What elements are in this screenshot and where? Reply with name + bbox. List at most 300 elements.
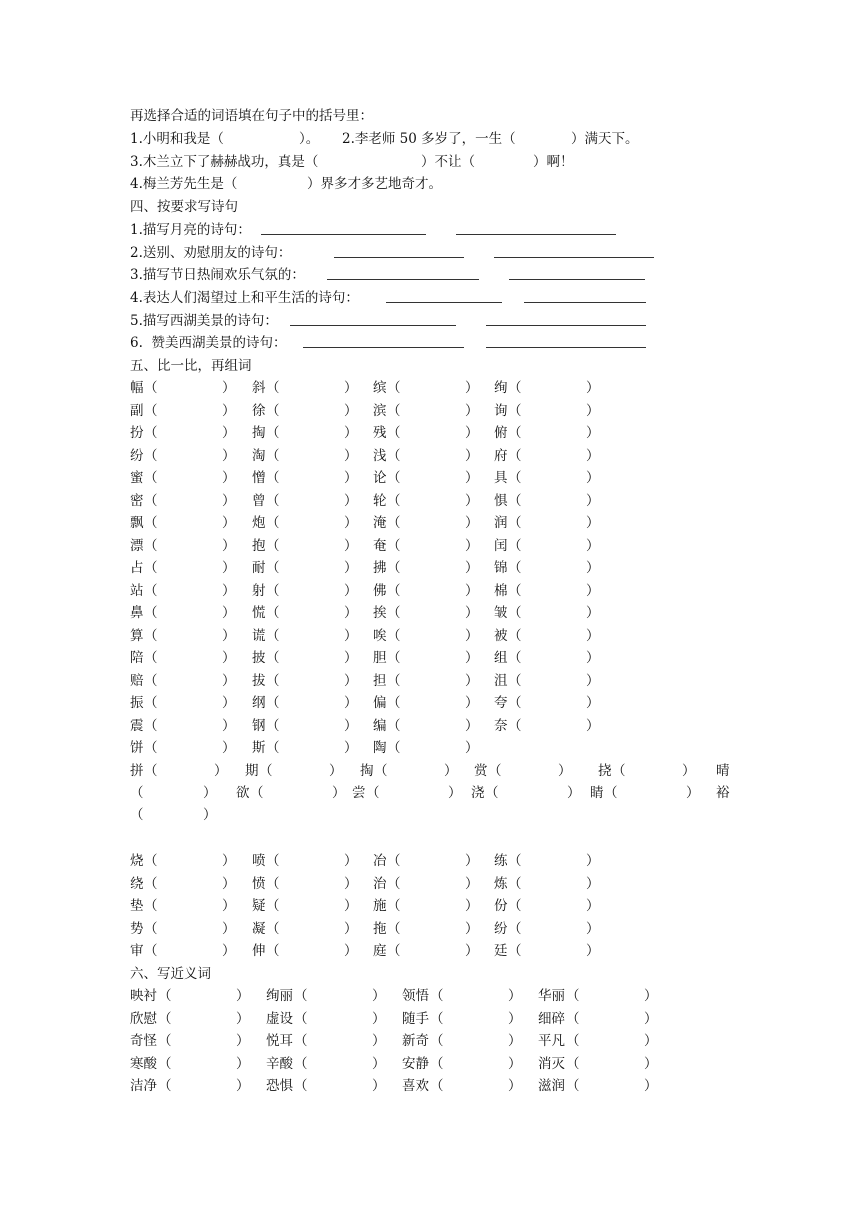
word-entry[interactable] bbox=[494, 896, 600, 916]
word-entry[interactable] bbox=[130, 693, 236, 713]
close-paren: ） bbox=[465, 920, 479, 937]
word-character: 询 bbox=[494, 402, 508, 419]
word-character: 扮 bbox=[130, 425, 144, 441]
answer-line[interactable] bbox=[486, 333, 646, 348]
word-entry[interactable] bbox=[130, 423, 236, 443]
synonym-entry[interactable] bbox=[538, 986, 658, 1006]
open-paren: （ bbox=[508, 717, 522, 734]
word-entry[interactable] bbox=[252, 581, 358, 601]
word-entry[interactable] bbox=[373, 513, 479, 533]
word-character: 轮 bbox=[373, 492, 387, 509]
word-character: 闰 bbox=[494, 537, 508, 554]
close-paren: ） bbox=[344, 425, 358, 441]
close-paren: ） bbox=[222, 943, 236, 959]
word-entry[interactable] bbox=[252, 941, 358, 961]
close-paren: ） bbox=[465, 672, 479, 689]
close-paren: ） bbox=[586, 447, 600, 464]
synonym-entry[interactable] bbox=[130, 1054, 250, 1074]
synonym-entry[interactable] bbox=[402, 1031, 522, 1051]
word-character: 挠 bbox=[598, 763, 612, 779]
word-entry[interactable] bbox=[373, 851, 479, 871]
section5-title: 五、比一比，再组词 bbox=[130, 358, 252, 374]
close-paren: ） bbox=[644, 988, 658, 1004]
word-character: 伸 bbox=[252, 943, 266, 959]
word-entry[interactable] bbox=[494, 671, 600, 691]
word-character: 廷 bbox=[494, 943, 508, 959]
q2-start: 2.李老师 50 多岁了，一生（ bbox=[342, 131, 516, 147]
open-paren: （ bbox=[266, 582, 280, 599]
synonym-entry[interactable] bbox=[266, 1031, 386, 1051]
word-entry[interactable] bbox=[373, 468, 479, 488]
open-paren: （ bbox=[508, 627, 522, 644]
word-entry[interactable] bbox=[494, 423, 600, 443]
word-character: 辛酸 bbox=[266, 1055, 293, 1072]
section4-title: 四、按要求写诗句 bbox=[130, 199, 238, 215]
word-character: 钢 bbox=[252, 717, 266, 734]
close-paren: ） bbox=[222, 695, 236, 711]
word-entry[interactable] bbox=[373, 716, 479, 736]
open-paren: （ bbox=[430, 1033, 444, 1049]
word-entry[interactable] bbox=[236, 783, 346, 803]
synonym-entry[interactable] bbox=[130, 1076, 250, 1096]
word-entry[interactable] bbox=[130, 401, 236, 421]
open-paren: （ bbox=[430, 1078, 444, 1094]
synonym-entry[interactable] bbox=[538, 1031, 658, 1051]
open-paren: （ bbox=[144, 515, 158, 531]
synonym-entry[interactable] bbox=[266, 986, 386, 1006]
word-entry[interactable] bbox=[494, 941, 600, 961]
open-paren: （ bbox=[266, 920, 280, 937]
word-character: 凝 bbox=[252, 920, 266, 937]
word-character: 恐惧 bbox=[266, 1078, 293, 1094]
word-entry[interactable] bbox=[252, 513, 358, 533]
word-entry[interactable] bbox=[252, 671, 358, 691]
synonym-entry[interactable] bbox=[130, 986, 250, 1006]
word-character: 炼 bbox=[494, 875, 508, 892]
answer-line[interactable] bbox=[509, 265, 645, 280]
word-character: 平凡 bbox=[538, 1033, 565, 1049]
word-entry[interactable] bbox=[494, 446, 600, 466]
word-entry[interactable] bbox=[494, 874, 600, 894]
word-character: 浅 bbox=[373, 447, 387, 464]
word-entry[interactable] bbox=[471, 783, 581, 803]
close-paren: ） bbox=[222, 470, 236, 486]
word-character: 射 bbox=[252, 582, 266, 599]
close-paren: ） bbox=[332, 785, 346, 801]
word-entry[interactable] bbox=[373, 581, 479, 601]
open-paren: （ bbox=[144, 582, 158, 599]
word-character: 饼 bbox=[130, 740, 144, 756]
word-entry[interactable] bbox=[130, 761, 228, 781]
close-paren: ） bbox=[644, 1055, 658, 1072]
word-entry[interactable] bbox=[373, 446, 479, 466]
open-paren: （ bbox=[612, 763, 626, 779]
close-paren: ） bbox=[465, 492, 479, 509]
close-paren: ） bbox=[644, 1078, 658, 1094]
q4-end: ）界多才多艺地奇才。 bbox=[307, 176, 442, 192]
word-entry[interactable] bbox=[373, 874, 479, 894]
close-paren: ） bbox=[686, 785, 700, 801]
word-entry[interactable] bbox=[130, 581, 236, 601]
close-paren: ） bbox=[344, 447, 358, 464]
q3-end: ）啊！ bbox=[533, 154, 574, 170]
word-entry[interactable] bbox=[252, 716, 358, 736]
close-paren: ） bbox=[222, 447, 236, 464]
close-paren: ） bbox=[222, 853, 236, 869]
word-entry[interactable] bbox=[352, 783, 462, 803]
word-character: 烧 bbox=[130, 853, 144, 869]
close-paren: ） bbox=[222, 582, 236, 599]
close-paren: ） bbox=[465, 402, 479, 419]
open-paren: （ bbox=[158, 1078, 172, 1094]
close-paren: ） bbox=[465, 537, 479, 554]
word-character: 庭 bbox=[373, 943, 387, 959]
close-paren: ） bbox=[586, 605, 600, 621]
word-character: 幅 bbox=[130, 380, 144, 396]
word-entry[interactable] bbox=[252, 491, 358, 511]
word-entry[interactable] bbox=[373, 693, 479, 713]
open-paren: （ bbox=[604, 785, 618, 801]
close-paren: ） bbox=[222, 672, 236, 689]
word-entry[interactable] bbox=[130, 874, 236, 894]
word-character: 斯 bbox=[252, 740, 266, 756]
word-entry[interactable] bbox=[373, 626, 479, 646]
word-character: 消灭 bbox=[538, 1055, 565, 1072]
word-entry[interactable] bbox=[494, 919, 600, 939]
word-entry[interactable] bbox=[373, 536, 479, 556]
close-paren: ） bbox=[222, 920, 236, 937]
synonym-entry[interactable] bbox=[266, 1009, 386, 1029]
word-entry[interactable] bbox=[494, 401, 600, 421]
open-paren: （ bbox=[144, 740, 158, 756]
open-paren: （ bbox=[430, 1055, 444, 1072]
synonym-entry[interactable] bbox=[538, 1054, 658, 1074]
open-paren: （ bbox=[508, 470, 522, 486]
synonym-entry[interactable] bbox=[402, 1009, 522, 1029]
open-paren: （ bbox=[508, 695, 522, 711]
answer-line[interactable] bbox=[261, 220, 426, 235]
word-entry[interactable] bbox=[373, 671, 479, 691]
answer-line[interactable] bbox=[303, 333, 464, 348]
open-paren: （ bbox=[508, 920, 522, 937]
synonym-entry[interactable] bbox=[130, 1031, 250, 1051]
word-entry[interactable] bbox=[373, 941, 479, 961]
word-character: 绚 bbox=[494, 380, 508, 396]
close-paren: ） bbox=[465, 650, 479, 666]
word-entry[interactable] bbox=[130, 446, 236, 466]
close-paren: ） bbox=[586, 560, 600, 576]
open-paren: （ bbox=[294, 988, 308, 1004]
close-paren: ） bbox=[586, 898, 600, 914]
word-character: 愤 bbox=[252, 875, 266, 892]
open-paren: （ bbox=[266, 943, 280, 959]
word-entry[interactable] bbox=[494, 581, 600, 601]
word-entry[interactable] bbox=[252, 626, 358, 646]
word-entry[interactable] bbox=[130, 513, 236, 533]
word-entry[interactable] bbox=[373, 896, 479, 916]
word-character: 领悟 bbox=[402, 988, 429, 1004]
close-paren: ） bbox=[222, 425, 236, 441]
word-entry[interactable] bbox=[252, 423, 358, 443]
word-entry[interactable] bbox=[494, 513, 600, 533]
q1-start: 1.小明和我是（ bbox=[130, 131, 224, 147]
open-paren: （ bbox=[387, 898, 401, 914]
open-paren: （ bbox=[266, 650, 280, 666]
word-character: 慌 bbox=[252, 605, 266, 621]
word-entry[interactable] bbox=[130, 378, 236, 398]
word-entry[interactable] bbox=[494, 536, 600, 556]
open-paren: （ bbox=[387, 582, 401, 599]
word-entry[interactable] bbox=[494, 626, 600, 646]
word-entry[interactable] bbox=[130, 738, 236, 758]
open-paren: （ bbox=[387, 492, 401, 509]
word-character: 漂 bbox=[130, 537, 144, 554]
open-paren: （ bbox=[266, 402, 280, 419]
word-entry[interactable] bbox=[245, 761, 343, 781]
word-character: 审 bbox=[130, 943, 144, 959]
open-paren: （ bbox=[294, 1055, 308, 1072]
answer-line[interactable] bbox=[327, 265, 479, 280]
answer-line[interactable] bbox=[456, 220, 616, 235]
answer-line[interactable] bbox=[290, 311, 456, 326]
open-paren: （ bbox=[387, 380, 401, 396]
answer-line[interactable] bbox=[524, 288, 646, 303]
open-paren: （ bbox=[144, 470, 158, 486]
open-paren: （ bbox=[294, 1078, 308, 1094]
word-entry[interactable] bbox=[373, 738, 479, 758]
word-entry[interactable] bbox=[373, 491, 479, 511]
open-paren: （ bbox=[387, 650, 401, 666]
word-entry[interactable] bbox=[130, 468, 236, 488]
word-entry[interactable] bbox=[474, 761, 572, 781]
word-character: 奄 bbox=[373, 537, 387, 554]
word-entry[interactable] bbox=[130, 941, 236, 961]
open-paren: （ bbox=[144, 627, 158, 644]
close-paren: ） bbox=[508, 1033, 522, 1049]
word-entry[interactable] bbox=[130, 536, 236, 556]
word-character: 偏 bbox=[373, 695, 387, 711]
word-character: 炮 bbox=[252, 515, 266, 531]
word-character: 尝 bbox=[352, 785, 366, 801]
open-paren: （ bbox=[266, 695, 280, 711]
open-paren: （ bbox=[144, 672, 158, 689]
open-paren: （ bbox=[508, 672, 522, 689]
open-paren: （ bbox=[508, 605, 522, 621]
close-paren: ） bbox=[344, 515, 358, 531]
word-character: 挨 bbox=[373, 605, 387, 621]
close-paren: ） bbox=[344, 492, 358, 509]
close-paren: ） bbox=[236, 1033, 250, 1049]
q3-start: 3.木兰立下了赫赫战功，真是（ bbox=[130, 154, 319, 170]
close-paren: ） bbox=[344, 695, 358, 711]
open-paren: （ bbox=[266, 740, 280, 756]
word-entry[interactable] bbox=[130, 851, 236, 871]
word-entry[interactable] bbox=[130, 648, 236, 668]
word-entry[interactable] bbox=[252, 693, 358, 713]
close-paren: ） bbox=[329, 763, 343, 779]
word-entry[interactable] bbox=[130, 603, 236, 623]
open-paren: （ bbox=[566, 988, 580, 1004]
synonym-entry[interactable] bbox=[402, 1054, 522, 1074]
word-entry[interactable] bbox=[130, 716, 236, 736]
open-paren: （ bbox=[387, 943, 401, 959]
close-paren: ） bbox=[508, 1010, 522, 1027]
answer-line[interactable] bbox=[386, 288, 502, 303]
close-paren: ） bbox=[372, 1055, 386, 1072]
word-character: 斜 bbox=[252, 380, 266, 396]
open-paren: （ bbox=[508, 380, 522, 396]
answer-line[interactable] bbox=[334, 243, 464, 258]
word-character: 练 bbox=[494, 853, 508, 869]
answer-line[interactable] bbox=[494, 243, 654, 258]
word-character: 耐 bbox=[252, 560, 266, 576]
word-entry[interactable] bbox=[252, 378, 358, 398]
word-character: 陪 bbox=[130, 650, 144, 666]
open-paren: （ bbox=[158, 1010, 172, 1027]
word-character: 震 bbox=[130, 717, 144, 734]
open-paren: （ bbox=[144, 853, 158, 869]
open-paren: （ bbox=[266, 627, 280, 644]
word-entry[interactable] bbox=[494, 378, 600, 398]
word-entry[interactable] bbox=[373, 378, 479, 398]
word-character: 算 bbox=[130, 627, 144, 644]
word-entry[interactable] bbox=[494, 558, 600, 578]
word-entry[interactable] bbox=[360, 761, 458, 781]
synonym-entry[interactable] bbox=[538, 1009, 658, 1029]
synonym-entry[interactable] bbox=[130, 1009, 250, 1029]
close-paren: ） bbox=[586, 470, 600, 486]
word-entry[interactable] bbox=[252, 919, 358, 939]
open-paren: （ bbox=[266, 492, 280, 509]
word-character: 淹 bbox=[373, 515, 387, 531]
word-character: 唉 bbox=[373, 627, 387, 644]
word-character: 站 bbox=[130, 582, 144, 599]
word-entry[interactable] bbox=[373, 558, 479, 578]
synonym-entry[interactable] bbox=[402, 1076, 522, 1096]
poem-prompt: 5.描写西湖美景的诗句： bbox=[130, 313, 278, 329]
open-paren: （ bbox=[387, 470, 401, 486]
word-entry[interactable] bbox=[252, 896, 358, 916]
word-entry[interactable] bbox=[252, 874, 358, 894]
synonym-entry[interactable] bbox=[266, 1076, 386, 1096]
close-paren: ） bbox=[372, 1010, 386, 1027]
word-entry[interactable] bbox=[252, 851, 358, 871]
word-entry[interactable] bbox=[252, 446, 358, 466]
word-entry[interactable] bbox=[494, 648, 600, 668]
synonym-entry[interactable] bbox=[538, 1076, 658, 1096]
word-entry[interactable] bbox=[130, 671, 236, 691]
word-entry[interactable] bbox=[598, 761, 696, 781]
close-paren: ） bbox=[586, 380, 600, 396]
answer-line[interactable] bbox=[486, 311, 646, 326]
word-entry[interactable] bbox=[373, 603, 479, 623]
word-entry[interactable] bbox=[252, 558, 358, 578]
word-character: 纷 bbox=[130, 447, 144, 464]
word-entry[interactable] bbox=[373, 401, 479, 421]
close-paren: ） bbox=[465, 425, 479, 441]
word-character: 喷 bbox=[252, 853, 266, 869]
open-paren: （ bbox=[294, 1033, 308, 1049]
open-paren: （ bbox=[566, 1078, 580, 1094]
word-entry[interactable] bbox=[252, 603, 358, 623]
word-entry[interactable] bbox=[373, 423, 479, 443]
open-paren: （ bbox=[144, 650, 158, 666]
word-entry[interactable] bbox=[252, 738, 358, 758]
close-paren: ） bbox=[222, 898, 236, 914]
word-entry[interactable] bbox=[494, 851, 600, 871]
close-paren: ） bbox=[682, 763, 696, 779]
synonym-entry[interactable] bbox=[402, 986, 522, 1006]
close-paren: ） bbox=[465, 447, 479, 464]
word-character: 疑 bbox=[252, 898, 266, 914]
close-paren: ） bbox=[465, 605, 479, 621]
open-paren: （ bbox=[387, 447, 401, 464]
word-entry[interactable] bbox=[373, 648, 479, 668]
word-character: 滨 bbox=[373, 402, 387, 419]
open-paren: （ bbox=[266, 672, 280, 689]
close-paren: ） bbox=[222, 515, 236, 531]
close-paren: ） bbox=[344, 717, 358, 734]
word-character: 晴 bbox=[716, 763, 730, 779]
q4-start: 4.梅兰芳先生是（ bbox=[130, 176, 238, 192]
word-entry[interactable] bbox=[590, 783, 700, 803]
word-entry[interactable] bbox=[373, 919, 479, 939]
word-entry[interactable] bbox=[130, 626, 236, 646]
word-character: 绕 bbox=[130, 875, 144, 892]
open-paren: （ bbox=[266, 515, 280, 531]
close-paren: ） bbox=[465, 695, 479, 711]
word-entry[interactable] bbox=[494, 716, 600, 736]
word-entry[interactable] bbox=[130, 491, 236, 511]
word-entry[interactable] bbox=[130, 896, 236, 916]
open-paren: （ bbox=[144, 380, 158, 396]
close-paren: ） bbox=[344, 470, 358, 486]
open-paren: （ bbox=[430, 988, 444, 1004]
word-character: 缤 bbox=[373, 380, 387, 396]
word-character: 残 bbox=[373, 425, 387, 441]
open-paren: （ bbox=[266, 537, 280, 554]
open-paren: （ bbox=[387, 605, 401, 621]
word-entry[interactable] bbox=[494, 603, 600, 623]
synonym-entry[interactable] bbox=[266, 1054, 386, 1074]
close-paren: ） bbox=[344, 402, 358, 419]
word-entry[interactable] bbox=[130, 558, 236, 578]
word-entry[interactable] bbox=[494, 468, 600, 488]
poem-prompt: 3.描写节日热闹欢乐气氛的： bbox=[130, 267, 305, 283]
word-character: 惧 bbox=[494, 492, 508, 509]
word-entry[interactable] bbox=[252, 536, 358, 556]
word-entry[interactable] bbox=[494, 693, 600, 713]
word-entry[interactable] bbox=[252, 468, 358, 488]
word-character: 安静 bbox=[402, 1055, 429, 1072]
word-character: 淘 bbox=[252, 447, 266, 464]
word-character: 沮 bbox=[494, 672, 508, 689]
poem-prompt: 2.送别、劝慰朋友的诗句： bbox=[130, 245, 292, 261]
close-paren: ） bbox=[465, 853, 479, 869]
word-entry[interactable] bbox=[494, 491, 600, 511]
word-character: 夸 bbox=[494, 695, 508, 711]
word-entry[interactable] bbox=[252, 648, 358, 668]
word-character: 润 bbox=[494, 515, 508, 531]
word-entry[interactable] bbox=[130, 919, 236, 939]
close-paren: ） bbox=[214, 763, 228, 779]
word-character: 欲 bbox=[236, 785, 250, 801]
open-paren: （ bbox=[130, 785, 144, 801]
open-paren: （ bbox=[508, 447, 522, 464]
open-paren: （ bbox=[387, 717, 401, 734]
poem-prompt: 6. 赞美西湖美景的诗句： bbox=[130, 335, 287, 351]
word-entry[interactable] bbox=[252, 401, 358, 421]
